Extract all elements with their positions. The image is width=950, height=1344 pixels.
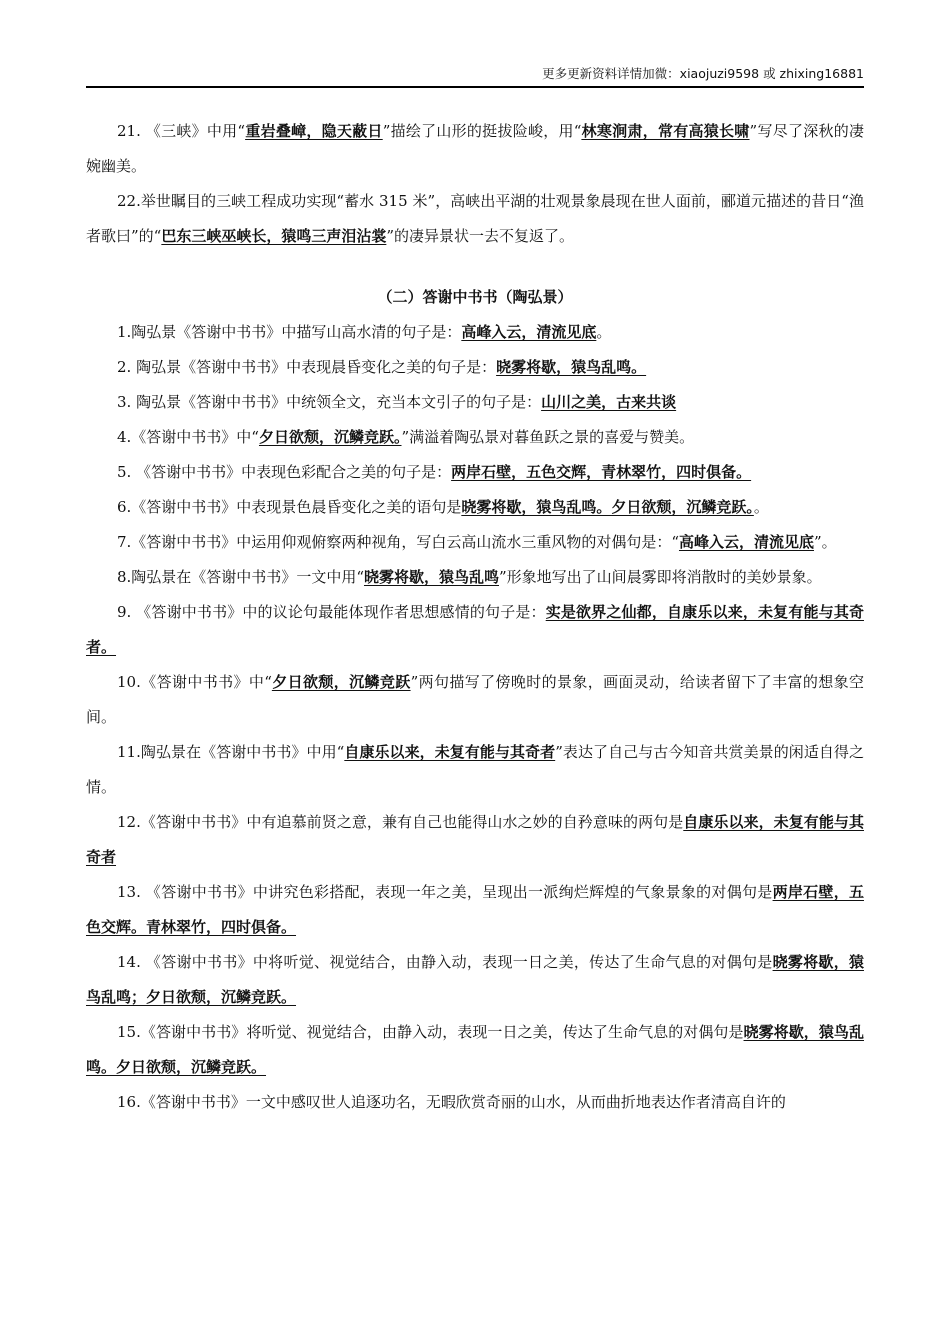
question-11: 11.陶弘景在《答谢中书书》中用“自康乐以来，未复有能与其奇者”表达了自己与古今知音共赏美景的闲适自得之情。 xyxy=(86,743,864,796)
question-6: 6.《答谢中书书》中表现景色晨昏变化之美的语句是晓雾将歇，猿鸟乱鸣。夕日欲颓，沉鳞竞跃。。 xyxy=(117,498,769,516)
question-5: 5. 《答谢中书书》中表现色彩配合之美的句子是：两岸石壁，五色交辉，青林翠竹，四时俱备。 xyxy=(117,463,752,481)
question-21: 21. 《三峡》中用“重岩叠嶂，隐天蔽日”描绘了山形的挺拔险峻，用“林寒涧肃，常有高猿长啸”写尽了深秋的凄婉幽美。 xyxy=(86,122,864,175)
answer: 晓雾将歇，猿鸟乱鸣。 xyxy=(496,358,647,376)
question-10: 10.《答谢中书书》中“夕日欲颓，沉鳞竞跃”两句描写了傍晚时的景象，画面灵动，给读者留下了丰富的想象空间。 xyxy=(86,673,864,726)
answer: 夕日欲颓，沉鳞竞跃 xyxy=(271,673,411,691)
question-4: 4.《答谢中书书》中“夕日欲颓，沉鳞竞跃。”满溢着陶弘景对暮鱼跃之景的喜爱与赞美。 xyxy=(117,428,695,446)
page-header xyxy=(86,62,864,88)
answer: 晓雾将歇，猿鸟乱鸣；夕日欲颓，沉鳞竞跃。 xyxy=(86,953,864,1006)
question-8: 8.陶弘景在《答谢中书书》一文中用“晓雾将歇，猿鸟乱鸣”形象地写出了山间晨雾即将消散时的美妙景象。 xyxy=(117,568,822,586)
section-title: （二）答谢中书书（陶弘景） xyxy=(377,288,573,306)
answer: 自康乐以来，未复有能与其奇者 xyxy=(344,743,556,761)
answer: 晓雾将歇，猿鸟乱鸣 xyxy=(363,568,499,586)
question-3: 3. 陶弘景《答谢中书书》中统领全文，充当本文引子的句子是：山川之美，古来共谈 xyxy=(117,393,677,411)
question-22: 22.举世瞩目的三峡工程成功实现“蓄水 315 米”，高峡出平湖的壮观景象晨现在世人面前，郦道元描述的昔日“渔者歌曰”的“巴东三峡巫峡长，猿鸣三声泪沾裳”的凄异景状一去不复返了。 xyxy=(86,192,864,245)
question-1: 1.陶弘景《答谢中书书》中描写山高水清的句子是：高峰入云，清流见底。 xyxy=(117,323,612,341)
answer: 两岸石壁，五色交辉。青林翠竹，四时俱备。 xyxy=(86,883,864,936)
answer: 夕日欲颓，沉鳞竞跃。 xyxy=(258,428,402,446)
answer: 实是欲界之仙都，自康乐以来，未复有能与其奇者。 xyxy=(86,603,864,656)
answer: 山川之美，古来共谈 xyxy=(541,393,677,411)
header-contact-text: 更多更新资料详情加微：xiaojuzi9598 或 zhixing16881 xyxy=(542,66,864,81)
answer: 林寒涧肃，常有高猿长啸 xyxy=(581,122,750,140)
answer: 巴东三峡巫峡长，猿鸣三声泪沾裳 xyxy=(161,227,387,245)
answer: 晓雾将歇，猿鸟乱鸣。夕日欲颓，沉鳞竞跃。 xyxy=(86,1023,864,1076)
answer: 自康乐以来，未复有能与其奇者 xyxy=(86,813,864,866)
answer: 高峰入云，清流见底 xyxy=(678,533,814,551)
document-body xyxy=(86,114,864,1120)
question-16: 16.《答谢中书书》一文中感叹世人追逐功名，无暇欣赏奇丽的山水，从而曲折地表达作者清高自许的 xyxy=(117,1093,786,1111)
answer: 高峰入云，清流见底 xyxy=(461,323,597,341)
question-14: 14. 《答谢中书书》中将听觉、视觉结合，由静入动，表现一日之美，传达了生命气息的对偶句是晓雾将歇，猿鸟乱鸣；夕日欲颓，沉鳞竞跃。 xyxy=(86,953,864,1006)
question-9: 9. 《答谢中书书》中的议论句最能体现作者思想感情的句子是：实是欲界之仙都，自康乐以来，未复有能与其奇者。 xyxy=(86,603,864,656)
answer: 两岸石壁，五色交辉，青林翠竹，四时俱备。 xyxy=(451,463,752,481)
question-15: 15.《答谢中书书》将听觉、视觉结合，由静入动，表现一日之美，传达了生命气息的对偶句是晓雾将歇，猿鸟乱鸣。夕日欲颓，沉鳞竞跃。 xyxy=(86,1023,864,1076)
answer: 晓雾将歇，猿鸟乱鸣。夕日欲颓，沉鳞竞跃。 xyxy=(461,498,754,516)
question-12: 12.《答谢中书书》中有追慕前贤之意，兼有自己也能得山水之妙的自矜意味的两句是自康乐以来，未复有能与其奇者 xyxy=(86,813,864,866)
answer: 重岩叠嶂，隐天蔽日 xyxy=(245,122,383,140)
question-7: 7.《答谢中书书》中运用仰观俯察两种视角，写白云高山流水三重风物的对偶句是：“高峰入云，清流见底”。 xyxy=(117,533,837,551)
question-13: 13. 《答谢中书书》中讲究色彩搭配，表现一年之美，呈现出一派绚烂辉煌的气象景象的对偶句是两岸石壁，五色交辉。青林翠竹，四时俱备。 xyxy=(86,883,864,936)
question-2: 2. 陶弘景《答谢中书书》中表现晨昏变化之美的句子是：晓雾将歇，猿鸟乱鸣。 xyxy=(117,358,647,376)
